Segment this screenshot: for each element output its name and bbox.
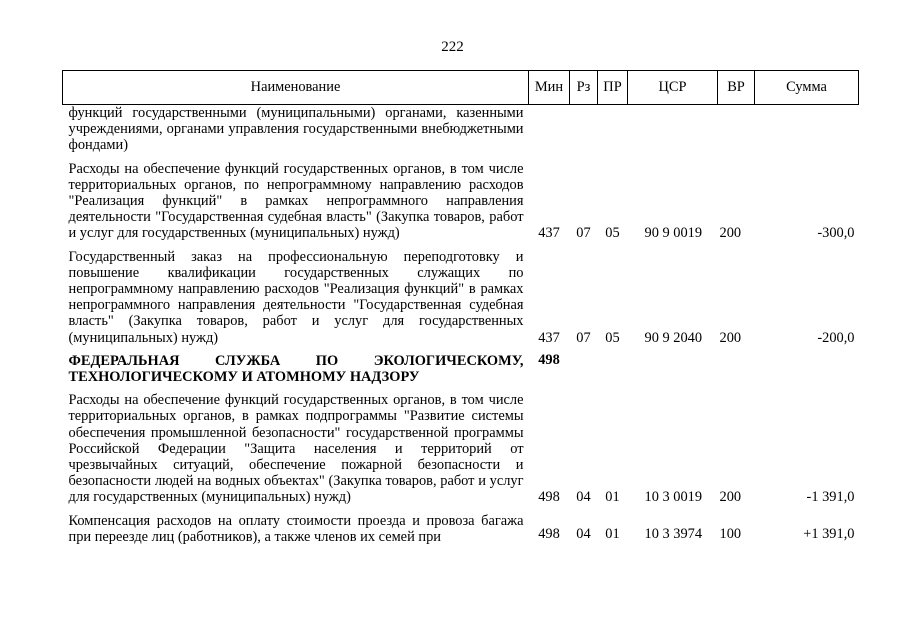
table-row-section: [63, 346, 859, 385]
row-csr: 90 9 0019: [644, 225, 703, 242]
row-rz: 07: [576, 329, 591, 346]
row-pr: 05: [605, 329, 620, 346]
table-row: [63, 242, 859, 346]
row-name: Расходы на обеспечение функций государственных органов, в том числе территориальных органов, в рамках подпрограммы "Развитие системы обеспечения промышленной безопасности" государственной программы Российской Федерации "Защита населения и территорий от чрезвычайных ситуаций, обеспечение пожарной безопасности и безопасности людей на водных объектах" (Закупка товаров, работ и услуг для государственных (муниципальных) нужд): [68, 392, 524, 506]
table-row: [63, 385, 859, 505]
row-rz: [570, 105, 598, 154]
row-name: Компенсация расходов на оплату стоимости проезда и провоза багажа при переезде лиц (работников), а также членов их семей при: [68, 512, 524, 545]
row-sum: -200,0: [817, 329, 855, 346]
row-sum: [755, 105, 859, 154]
row-rz: 07: [576, 225, 591, 242]
row-vr: [718, 346, 755, 385]
header-pr: ПР: [598, 71, 628, 105]
row-pr: 01: [605, 525, 620, 542]
row-csr: 10 3 3974: [644, 525, 703, 542]
row-vr: [718, 105, 755, 154]
row-name: Расходы на обеспечение функций государственных органов, в том числе территориальных органов, по непрограммному направлению расходов "Реализация функций" в рамках непрограммного направления деятельности "Государственная судебная власть" (Закупка товаров, работ и услуг для государственных (муниципальных) нужд): [68, 160, 524, 242]
row-vr: 100: [719, 525, 742, 542]
table-row: [63, 105, 859, 154]
row-rz: 04: [576, 489, 591, 506]
row-vr: 200: [719, 489, 742, 506]
section-min: 498: [538, 351, 560, 368]
table-row: [63, 154, 859, 242]
row-sum: +1 391,0: [803, 525, 855, 542]
row-vr: 200: [719, 329, 742, 346]
row-csr: [628, 346, 718, 385]
budget-table: [62, 70, 859, 545]
row-rz: [570, 346, 598, 385]
row-sum: [755, 346, 859, 385]
row-min: 437: [538, 225, 560, 242]
row-min: [529, 105, 570, 154]
header-rz: Рз: [570, 71, 598, 105]
table-header-row: [63, 71, 859, 105]
row-min: 437: [538, 329, 560, 346]
row-csr: [628, 105, 718, 154]
row-sum: -1 391,0: [806, 489, 855, 506]
row-name: Государственный заказ на профессиональную переподготовку и повышение квалификации государственных служащих по непрограммному направлению расходов "Реализация функций" в рамках непрограммного направления деятельности "Государственная судебная власть" (Закупка товаров, работ и услуг для государственных (муниципальных) нужд): [68, 248, 524, 346]
row-rz: 04: [576, 525, 591, 542]
row-min: 498: [538, 489, 560, 506]
row-sum: -300,0: [817, 225, 855, 242]
row-pr: [598, 346, 628, 385]
row-min: 498: [538, 525, 560, 542]
row-csr: 10 3 0019: [644, 489, 703, 506]
header-vr: ВР: [718, 71, 755, 105]
row-pr: 01: [605, 489, 620, 506]
row-pr: [598, 105, 628, 154]
header-min: Мин: [529, 71, 570, 105]
table-row: [63, 506, 859, 545]
row-vr: 200: [719, 225, 742, 242]
row-name: функций государственными (муниципальными) органами, казенными учреждениями, органами управления государственными внебюджетными фондами): [68, 105, 524, 154]
header-sum: Сумма: [755, 71, 859, 105]
section-title: ФЕДЕРАЛЬНАЯ СЛУЖБА ПО ЭКОЛОГИЧЕСКОМУ, ТЕХНОЛОГИЧЕСКОМУ И АТОМНОМУ НАДЗОРУ: [68, 352, 524, 386]
header-name: Наименование: [63, 71, 529, 105]
page-number: 222: [441, 39, 464, 55]
row-csr: 90 9 2040: [644, 329, 703, 346]
row-pr: 05: [605, 225, 620, 242]
header-csr: ЦСР: [628, 71, 718, 105]
